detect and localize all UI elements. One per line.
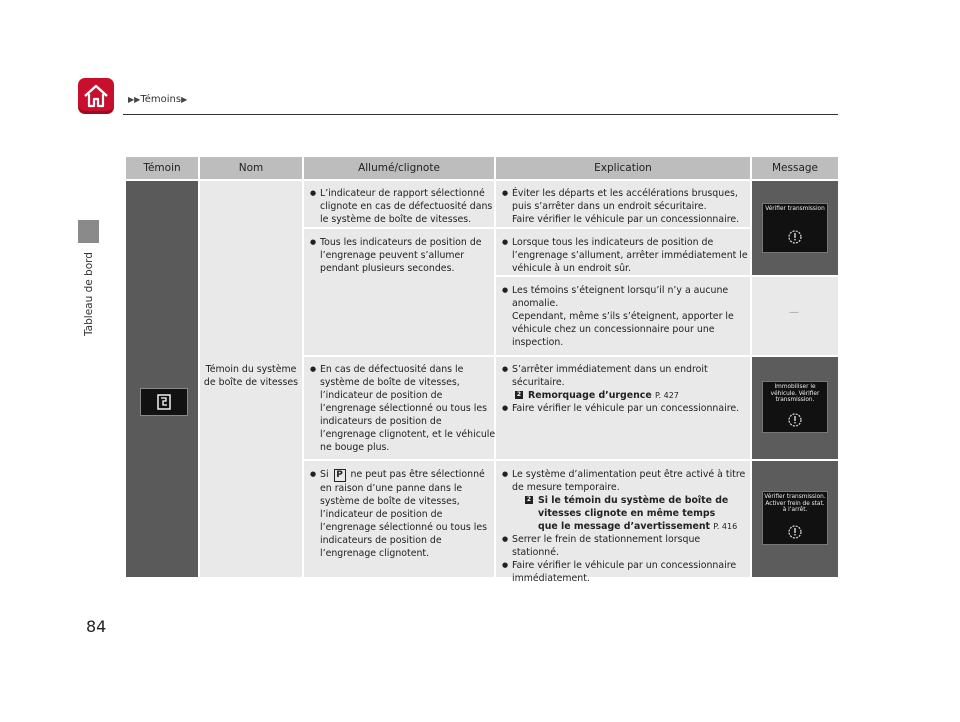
column-header-temoin: Témoin (126, 157, 198, 179)
transmission-warning-icon (786, 411, 804, 429)
explanation-text-3 (502, 284, 750, 349)
breadcrumb (128, 94, 187, 105)
home-button[interactable] (78, 78, 114, 114)
message-screen-4 (762, 381, 828, 433)
park-key-icon: P (334, 469, 346, 482)
explanation-cell-1 (496, 181, 750, 227)
breadcrumb-arrow: ▶▶ (128, 95, 141, 104)
explanation-line: ● Serrer le frein de stationnement lorsque stationné. (502, 533, 746, 559)
column-header-explication: Explication (496, 157, 750, 179)
message-cell-5 (752, 461, 838, 577)
explanation-cell-5 (496, 461, 750, 584)
condition-text-5 (310, 468, 496, 560)
page-number: 84 (86, 617, 107, 636)
message-text: Vérifier transmission (765, 206, 825, 212)
explanation-line: Faire vérifier le véhicule par un concessionnaire. (512, 214, 740, 225)
condition-pre: Si (320, 469, 329, 480)
section-label (83, 252, 97, 342)
reference-label: Si le témoin du système de boîte de vitesses clignote en même temps que le message d’avertissement (538, 495, 729, 532)
explanation-line: ● S’arrêter immédiatement dans un endroit sécuritaire. (502, 363, 746, 389)
message-text: Vérifier transmission. Activer frein de stat. à l’arrêt. (764, 494, 826, 513)
indicator-table (126, 157, 838, 584)
condition-cell-4 (304, 357, 494, 459)
message-cell-3 (752, 277, 838, 355)
condition-text-4: ● En cas de défectuosité dans le système de boîte de vitesses, l’indicateur de position de l’engrenage sélectionné ou tous les indicateurs de position de l’engrenage clignotent, et le véhicule ne bouge plus. (310, 363, 496, 454)
condition-cell-5 (304, 461, 494, 577)
column-header-message: Message (752, 157, 838, 179)
message-screen-5 (762, 491, 828, 545)
transmission-warning-icon (786, 523, 804, 541)
explanation-cell-3 (496, 277, 750, 355)
indicator-cell (126, 181, 198, 577)
explanation-text-2: ● Lorsque tous les indicateurs de position de l’engrenage s’allument, arrêter immédiatement le véhicule à un endroit sûr. (502, 236, 756, 275)
condition-cell-2 (304, 229, 494, 355)
explanation-line: ● Le système d’alimentation peut être activé à titre de mesure temporaire. (502, 468, 746, 494)
condition-cell-1 (304, 181, 494, 227)
condition-text-1: ● L’indicateur de rapport sélectionné clignote en cas de défectuosité dans le système de boîte de vitesses. (310, 187, 496, 226)
reference-link-remorquage[interactable] (512, 389, 746, 402)
reference-page: P. 427 (654, 391, 679, 400)
explanation-line: Éviter les départs et les accélérations brusques, puis s’arrêter dans un endroit sécuritaire. (512, 188, 738, 212)
indicator-name: Témoin du système de boîte de vitesses (203, 364, 299, 388)
reference-page: P. 416 (713, 522, 738, 531)
message-screen-1 (762, 203, 828, 253)
reference-icon: 2 (516, 391, 522, 398)
breadcrumb-arrow: ▶ (181, 95, 188, 104)
explanation-text-1a (502, 187, 756, 226)
reference-icon: 2 (526, 496, 532, 503)
transmission-warning-icon (786, 228, 804, 246)
explanation-text-5 (502, 468, 746, 585)
section-label-text: Tableau de bord (83, 252, 95, 336)
explanation-line: ● Faire vérifier le véhicule par un concessionnaire. (502, 402, 746, 415)
explanation-text-4 (502, 363, 746, 415)
column-header-nom: Nom (200, 157, 302, 179)
header-divider (123, 114, 838, 115)
breadcrumb-link-temoins[interactable]: Témoins (140, 94, 182, 105)
explanation-line: Les témoins s’éteignent lorsqu’il n’y a aucune anomalie. (512, 285, 729, 309)
message-text: Immobiliser le véhicule. Vérifier transmission. (770, 384, 820, 403)
explanation-cell-4 (496, 357, 750, 459)
message-none: — (789, 307, 799, 318)
home-icon (82, 82, 110, 110)
column-header-allume: Allumé/clignote (304, 157, 494, 179)
reference-label: Remorquage d’urgence (528, 390, 652, 401)
explanation-line: ● Faire vérifier le véhicule par un concessionnaire immédiatement. (502, 559, 746, 585)
transmission-indicator-icon (140, 388, 188, 416)
name-cell (200, 181, 302, 577)
reference-link-temoin-clignote[interactable] (522, 494, 738, 533)
condition-text-2: ● Tous les indicateurs de position de l’engrenage peuvent s’allumer pendant plusieurs secondes. (310, 236, 496, 275)
section-tab[interactable] (78, 220, 99, 243)
condition-post: ne peut pas être sélectionné en raison d’une panne dans le système de boîte de vitesses, l’indicateur de position de l’engrenage sélectionné ou tous les indicateurs de position de l’engrenage clignotent. (320, 469, 488, 559)
message-cell-1 (752, 181, 838, 275)
explanation-cell-2 (496, 229, 750, 275)
message-cell-4 (752, 357, 838, 459)
explanation-line: Cependant, même s’ils s’éteignent, apporter le véhicule chez un concessionnaire pour une inspection. (512, 311, 734, 348)
